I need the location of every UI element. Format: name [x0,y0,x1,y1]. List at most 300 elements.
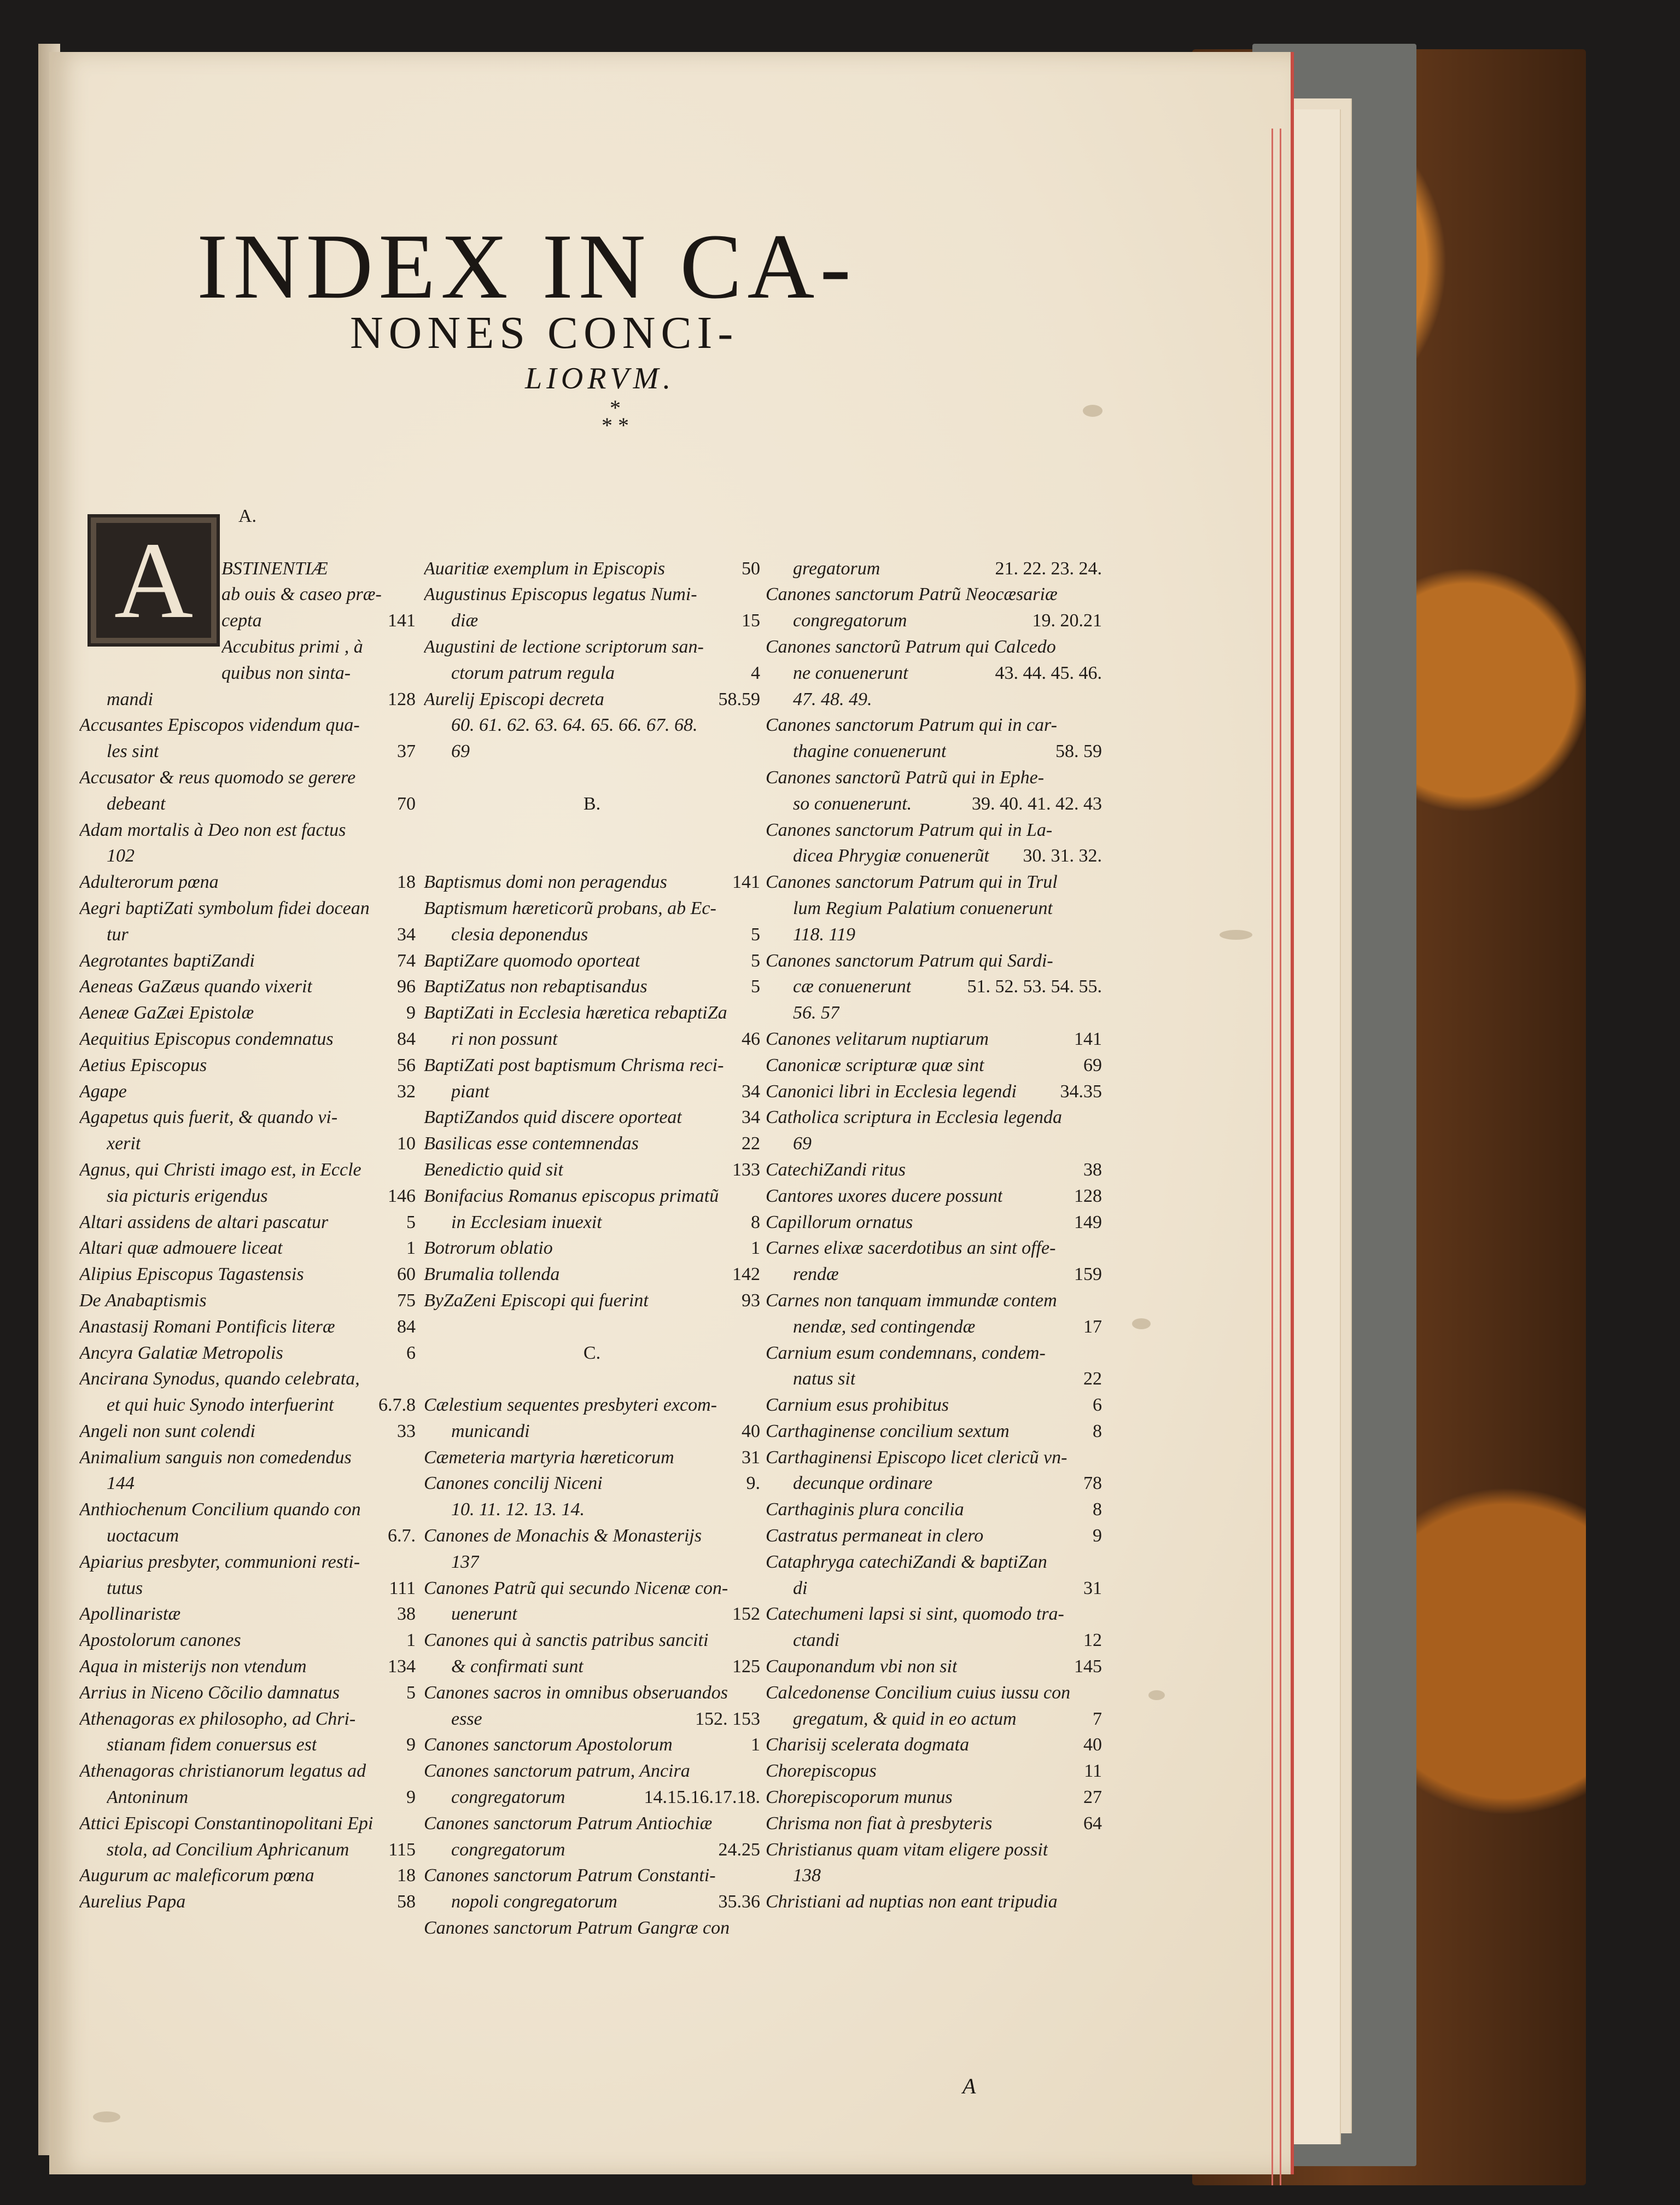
index-entry-page: 1 [751,1238,760,1259]
index-line [766,1811,1102,1837]
index-entry-page: 10 [397,1133,416,1154]
index-entry-text: Carthaginis plura concilia [766,1499,964,1520]
index-entry-text: Canones sacros in omnibus obseruandos [424,1682,728,1703]
index-entry-text: Apiarius presbyter, communioni resti- [79,1551,360,1572]
index-entry-page [756,1000,760,1026]
index-line [766,581,1102,608]
index-entry-text: Accusantes Episcopos videndum qua- [79,715,360,736]
index-entry-text: Carnium esus prohibitus [766,1395,949,1416]
index-entry-page [411,1445,416,1471]
index-line [79,1758,416,1784]
index-line [424,895,760,922]
index-entry-page: 9 [406,1787,416,1808]
index-entry-text: BaptiZandos quid discere oporteat [424,1107,682,1128]
index-entry-text: Attici Episcopi Constantinopolitani Epi [79,1813,374,1834]
index-entry-text: Calcedonense Concilium cuius iussu con [766,1682,1071,1703]
index-line [424,922,760,948]
index-entry-page: 78 [1083,1473,1102,1494]
index-line [79,1549,416,1575]
index-entry-page [411,1104,416,1131]
index-entry-page [756,1758,760,1784]
index-entry-text: Canones sanctorum Patrum Constanti- [424,1865,716,1886]
index-entry-page: 33 [397,1421,416,1441]
index-entry-text: Angeli non sunt colendi [79,1421,256,1441]
index-entry-page: 9 [406,1735,416,1755]
index-entry-text: Canonici libri in Ecclesia legendi [766,1081,1017,1102]
index-entry-page [756,1549,760,1575]
index-entry-page: 34 [742,1107,760,1128]
index-entry-text: Antoninum [107,1787,189,1808]
index-line [79,1497,416,1523]
index-entry-page [1098,1680,1102,1706]
index-entry-text: Canones sanctorũ Patrum qui Calcedo [766,636,1056,657]
index-line [424,1915,760,1941]
index-line [79,843,416,869]
index-entry-page: 22 [1083,1369,1102,1389]
index-entry-page: 58.59 [718,689,760,709]
index-entry-text: Baptismus domi non peragendus [424,872,667,893]
index-entry-page [756,1392,760,1418]
index-entry-text: Castratus permaneat in clero [766,1526,984,1546]
index-entry-page: 30. 31. 32. [1023,846,1102,866]
index-entry-text: Carthaginense concilium sextum [766,1421,1010,1441]
index-line [79,1575,416,1602]
index-entry-page: 11 [1084,1761,1102,1782]
index-entry-text: Adulterorum pœna [79,872,219,893]
index-entry-text: nendæ, sed contingendæ [793,1316,976,1337]
index-entry-page: 149 [1074,1212,1102,1232]
index-entry-text: Arrius in Niceno Cõcilio damnatus [79,1682,340,1703]
index-entry-page: 34 [397,924,416,945]
index-line [424,1627,760,1654]
index-entry-page: 5 [751,976,760,997]
index-entry-page [1098,1889,1102,1915]
index-entry-page: 40 [742,1421,760,1441]
index-entry-page [411,1497,416,1523]
index-entry-page [411,1549,416,1575]
index-entry-text: Altari assidens de altari pascatur [79,1212,329,1232]
worm-hole [93,2111,120,2122]
index-entry-text: Canones sanctorum Patrum Antiochiæ [424,1813,713,1834]
index-line [766,765,1102,791]
index-line [424,1706,760,1732]
title-line-3: LIORVM. [525,362,675,395]
index-entry-text: Cauponandum vbi non sit [766,1656,958,1677]
index-line [766,1314,1102,1340]
index-entry-text: congregatorum [451,1787,565,1808]
index-entry-page [1098,1837,1102,1863]
index-entry-text: Chorepiscopus [766,1761,877,1782]
index-entry-text: gregatorum [793,558,880,579]
index-entry-text: tur [107,924,129,945]
index-entry-page: 128 [1074,1185,1102,1206]
index-entry-text: Canonicæ scripturæ quæ sint [766,1055,984,1075]
index-entry-text: Alipius Episcopus Tagastensis [79,1264,304,1285]
index-line [766,1209,1102,1236]
index-line [766,1758,1102,1784]
index-entry-page [756,1052,760,1079]
index-line [424,1235,760,1261]
index-entry-page: 35.36 [718,1892,760,1912]
index-entry-text: congregatorum [793,610,907,631]
index-entry-text: Apollinaristæ [79,1604,181,1625]
index-line [79,738,416,765]
index-entry-page: 7 [1093,1708,1102,1729]
index-entry-page [411,712,416,738]
worm-hole [1148,1690,1165,1700]
index-line [766,1732,1102,1758]
index-line [766,1026,1102,1052]
index-entry-text: Carnes non tanquam immundæ contem [766,1290,1057,1311]
index-entry-text: Ancirana Synodus, quando celebrata, [79,1369,360,1389]
index-entry-text: 60. 61. 62. 63. 64. 65. 66. 67. 68. [451,715,698,736]
index-line [79,869,416,895]
index-line [79,922,416,948]
index-entry-page [756,1680,760,1706]
index-entry-text: so conuenerunt. [793,793,912,814]
index-line [424,1418,760,1445]
index-entry-page [1098,1235,1102,1261]
index-line [766,1052,1102,1079]
index-entry-page: 5 [751,950,760,971]
index-entry-page: 159 [1074,1264,1102,1285]
index-entry-text: Accusator & reus quomodo se gerere [79,767,356,788]
index-line [79,1079,416,1105]
index-line [79,791,416,817]
index-line [79,1157,416,1183]
index-line [424,1811,760,1837]
title-line-1: INDEX IN CA- [197,215,856,318]
index-entry-text: Agape [79,1081,127,1102]
index-line [766,922,1102,948]
index-entry-page [411,1758,416,1784]
index-line [424,1889,760,1915]
index-line [766,1445,1102,1471]
index-entry-text: Canones sanctorum patrum, Ancira [424,1761,690,1782]
index-entry-text: debeant [107,793,166,814]
index-line [424,581,760,608]
index-entry-text: Anastasij Romani Pontificis literæ [79,1316,335,1337]
index-entry-text: De Anabaptismis [79,1290,207,1311]
index-entry-page [411,1470,416,1497]
index-entry-text: Agnus, qui Christi imago est, in Eccle [79,1159,361,1180]
column-3 [766,503,1102,1915]
index-line [766,1183,1102,1209]
index-entry-text: Aetius Episcopus [79,1055,207,1075]
index-entry-page: 60 [397,1264,416,1285]
index-entry-text: Canones velitarum nuptiarum [766,1028,989,1049]
index-entry-page: 40 [1083,1735,1102,1755]
index-entry-page: 50 [742,558,760,579]
index-entry-text: Canones concilij Niceni [424,1473,603,1494]
index-line [79,1654,416,1680]
blank-line [766,530,1102,556]
index-line [766,1549,1102,1575]
index-entry-page: 141 [732,872,760,893]
index-entry-page [411,660,416,686]
index-entry-text: Canones sanctorum Patrũ Neocæsariæ [766,584,1058,605]
index-line [766,1654,1102,1680]
index-line [424,1863,760,1889]
index-entry-text: Canones sanctorum Patrum qui in car- [766,715,1057,736]
index-entry-text: diæ [451,610,479,631]
index-entry-text: Aurelius Papa [79,1892,186,1912]
index-line [766,1104,1102,1131]
index-line [766,1706,1102,1732]
index-entry-page: 39. 40. 41. 42. 43 [972,793,1102,814]
index-entry-page [756,1523,760,1549]
index-entry-page [1098,869,1102,895]
index-entry-text: Botrorum oblatio [424,1238,553,1259]
index-entry-page [411,634,416,660]
index-line [424,1837,760,1863]
index-line [766,712,1102,738]
index-line [424,1131,760,1157]
index-entry-text: rendæ [793,1264,839,1285]
index-entry-page: 15 [742,610,760,631]
index-entry-page [756,712,760,738]
index-line [766,608,1102,634]
index-line [79,686,416,713]
index-entry-page: 70 [397,793,416,814]
index-line [766,738,1102,765]
index-entry-page [1098,1340,1102,1366]
index-entry-text: municandi [451,1421,530,1441]
index-line [766,817,1102,843]
index-entry-text: Canones qui à sanctis patribus sanciti [424,1630,709,1651]
index-line [79,1418,416,1445]
index-line [424,660,760,686]
index-line [424,948,760,974]
index-line [424,1157,760,1183]
index-line [79,660,416,686]
index-entry-text: Canones sanctorum Patrum Gangræ con [424,1918,730,1939]
index-entry-page: 31 [742,1447,760,1468]
index-entry-text: Canones sanctorum Patrum qui Sardi- [766,950,1053,971]
index-line [766,1392,1102,1418]
index-entry-page [411,765,416,791]
index-entry-text: Catholica scriptura in Ecclesia legenda [766,1107,1063,1128]
index-line [424,686,760,713]
index-line [766,1497,1102,1523]
index-line [766,948,1102,974]
index-entry-page [411,1157,416,1183]
index-entry-page: 56 [397,1055,416,1075]
index-line [79,1627,416,1654]
index-entry-page: 19. 20.21 [1032,610,1102,631]
index-line [766,791,1102,817]
catchword: A [962,2074,976,2098]
index-entry-text: Aqua in misterijs non vtendum [79,1656,307,1677]
index-entry-text: Christiani ad nuptias non eant tripudia [766,1892,1058,1912]
index-line [424,634,760,660]
index-entry-page [411,1811,416,1837]
index-entry-page [411,843,416,869]
index-line [766,1079,1102,1105]
index-line [424,738,760,765]
section-letter: C. [583,1342,601,1363]
index-entry-text: piant [451,1081,489,1102]
index-line [766,1366,1102,1392]
index-entry-page: 27 [1083,1787,1102,1808]
index-entry-page: 8 [751,1212,760,1232]
index-entry-page [756,1575,760,1602]
index-entry-text: Ancyra Galatiæ Metropolis [79,1342,283,1363]
index-entry-text: Aegri baptiZati symbolum fidei docean [79,898,370,918]
blank-line [424,843,760,869]
index-entry-text: Canones de Monachis & Monasterijs [424,1526,702,1546]
index-line [766,1680,1102,1706]
index-entry-page: 142 [732,1264,760,1285]
index-line [766,634,1102,660]
index-entry-page [756,1183,760,1209]
index-line [79,1314,416,1340]
index-line [79,1706,416,1732]
index-entry-page [1098,765,1102,791]
worm-hole [1132,1318,1151,1329]
index-entry-page: 38 [1083,1159,1102,1180]
section-letter: A. [238,506,257,526]
index-entry-page: 64 [1083,1813,1102,1834]
index-entry-page: 133 [732,1159,760,1180]
index-entry-text: BaptiZatus non rebaptisandus [424,976,648,997]
index-entry-text: Canones Patrũ qui secundo Nicenæ con- [424,1578,728,1598]
index-entry-text: gregatum, & quid in eo actum [793,1708,1017,1729]
index-entry-text: Accubitus primi , à [221,636,363,657]
index-entry-page [411,581,416,608]
index-line [79,1680,416,1706]
index-entry-page: 34.35 [1060,1081,1102,1102]
index-entry-text: 56. 57 [793,1003,839,1023]
index-line [424,1732,760,1758]
index-entry-text: dicea Phrygiæ conuenerũt [793,846,989,866]
index-entry-text: & confirmati sunt [451,1656,584,1677]
index-line [766,1235,1102,1261]
index-line [79,1889,416,1915]
index-entry-page: 58. 59 [1055,741,1102,762]
blank-line [424,530,760,556]
title-line-2: NONES CONCI- [350,307,739,358]
index-line [766,1601,1102,1627]
index-entry-text: Canones sanctorũ Patrũ qui in Ephe- [766,767,1045,788]
page-edge-rule [1280,129,1281,2185]
index-entry-page: 146 [388,1185,416,1206]
index-entry-page: 58 [397,1892,416,1912]
index-line [79,1052,416,1079]
index-entry-page: 111 [389,1578,416,1598]
index-entry-page: 1 [406,1630,416,1651]
index-line [424,869,760,895]
index-entry-page: 6 [406,1342,416,1363]
index-entry-page [1098,1131,1102,1157]
index-entry-text: ctorum patrum regula [451,662,615,683]
index-line [766,1627,1102,1654]
index-entry-text: Aurelij Episcopi decreta [424,689,604,709]
index-entry-page: 115 [388,1839,416,1860]
index-entry-page: 125 [732,1656,760,1677]
index-entry-text: quibus non sinta- [221,662,351,683]
index-entry-page: 1 [751,1735,760,1755]
index-line [79,1026,416,1052]
index-entry-text: et qui huic Synodo interfuerint [107,1395,334,1416]
index-entry-text: Altari quæ admouere liceat [79,1238,283,1259]
index-line [424,1523,760,1549]
index-entry-text: BaptiZati post baptismum Chrisma reci- [424,1055,724,1075]
index-line [79,1601,416,1627]
index-entry-text: Apostolorum canones [79,1630,241,1651]
index-entry-page [1098,1104,1102,1131]
index-entry-text: clesia deponendus [451,924,588,945]
index-entry-page [1098,895,1102,922]
index-line [79,1209,416,1236]
index-line [766,869,1102,895]
index-line [424,712,760,738]
index-line [79,948,416,974]
index-line [79,1235,416,1261]
index-entry-page [756,1863,760,1889]
index-entry-text: 47. 48. 49. [793,689,872,709]
index-line [79,974,416,1000]
index-entry-text: Augustinus Episcopus legatus Numi- [424,584,697,605]
index-entry-page [756,1915,760,1941]
index-entry-page [756,1811,760,1837]
index-entry-text: Christianus quam vitam eligere possit [766,1839,1048,1860]
index-entry-text: CatechiZandi ritus [766,1159,906,1180]
index-line [79,1863,416,1889]
index-entry-text: Cæmeteria martyria hæreticorum [424,1447,674,1468]
index-entry-page: 46 [742,1028,760,1049]
blank-line [424,503,760,530]
index-line [424,1261,760,1288]
index-line [424,1288,760,1314]
index-entry-text: Cælestium sequentes presbyteri excom- [424,1395,717,1416]
index-entry-page: 21. 22. 23. 24. [995,558,1102,579]
index-line [79,1811,416,1837]
index-entry-page: 17 [1083,1316,1102,1337]
index-line [766,1340,1102,1366]
asterism: * * * [602,395,629,438]
index-entry-page [756,581,760,608]
worm-hole [1083,405,1102,417]
index-entry-text: 138 [793,1865,821,1886]
index-line [424,608,760,634]
index-entry-text: Agapetus quis fuerit, & quando vi- [79,1107,338,1128]
index-entry-text: Catechumeni lapsi si sint, quomodo tra- [766,1604,1064,1625]
index-entry-page: 9 [1093,1526,1102,1546]
index-entry-text: Adam mortalis à Deo non est factus [79,819,346,840]
index-line [766,843,1102,869]
index-line [424,1784,760,1811]
index-entry-page: 8 [1093,1499,1102,1520]
index-entry-page: 9 [406,1003,416,1023]
index-entry-text: sia picturis erigendus [107,1185,268,1206]
index-line [79,1104,416,1131]
index-entry-text: Carnes elixæ sacerdotibus an sint offe- [766,1238,1056,1259]
index-entry-text: Baptismum hæreticorũ probans, ab Ec- [424,898,716,918]
index-line [424,974,760,1000]
index-entry-page [1098,1288,1102,1314]
index-entry-text: ne conuenerunt [793,662,908,683]
index-entry-text: 69 [793,1133,812,1154]
drop-cap: A [88,514,220,647]
index-entry-text: Aegrotantes baptiZandi [79,950,255,971]
index-entry-page: 145 [1074,1656,1102,1677]
index-line [766,1418,1102,1445]
index-entry-page [1098,817,1102,843]
index-entry-page: 152. 153 [695,1708,760,1729]
index-entry-page [1098,686,1102,713]
index-line [79,1732,416,1758]
